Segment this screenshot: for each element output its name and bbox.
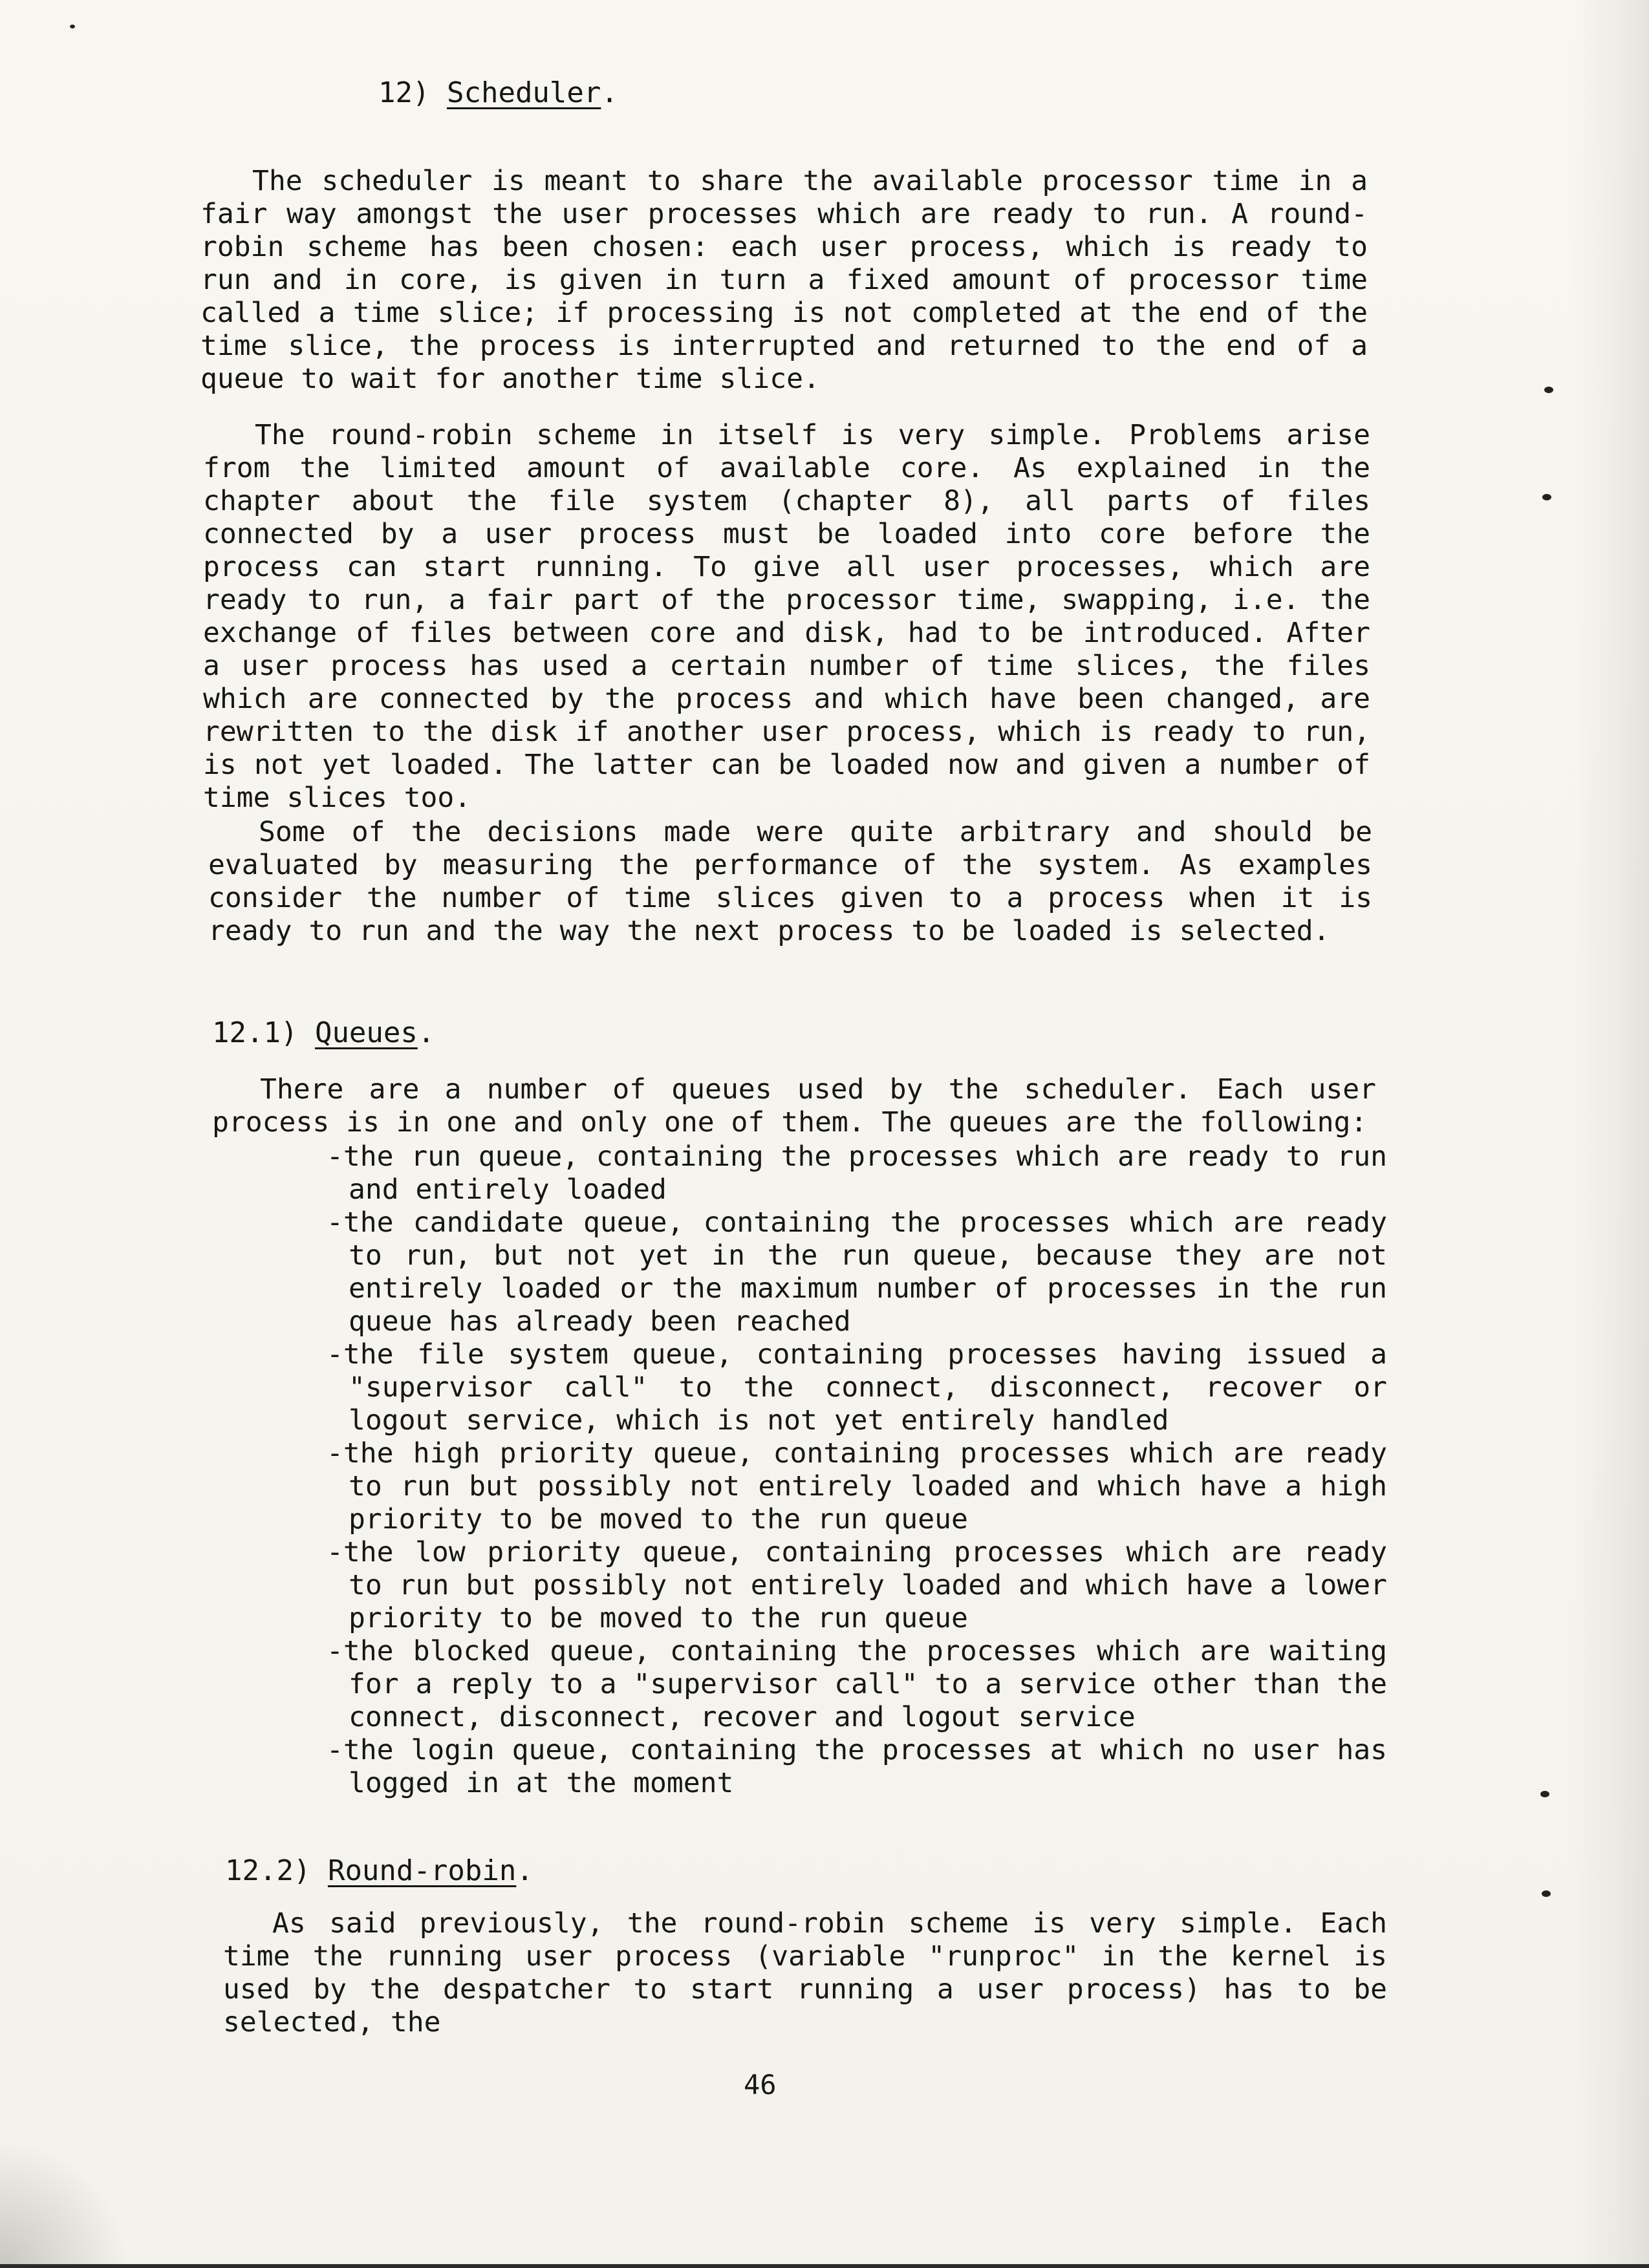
scan-speck [1544, 387, 1553, 393]
list-item: -the high priority queue, containing processes which are ready to run but possibly not entirely loaded and which have a high priority to be moved to the run queue [327, 1437, 1387, 1535]
section-heading-round-robin: 12.2) Round-robin. [225, 1854, 534, 1887]
paragraph-round-robin-selection: As said previously, the round-robin scheme is very simple. Each time the running user process (variable "runproc" in the kernel is used by the despatcher to start running a user process) has to be selected, the [223, 1907, 1387, 2038]
list-item: -the low priority queue, containing processes which are ready to run but possibly not entirely loaded and which have a lower priority to be moved to the run queue [327, 1536, 1387, 1634]
page-corner-shadow [0, 2139, 129, 2268]
list-item: -the run queue, containing the processes which are ready to run and entirely loaded [327, 1140, 1387, 1206]
page-edge-shadow [1571, 0, 1649, 2268]
section-number: 12) [378, 76, 430, 109]
scan-speck [1542, 494, 1551, 500]
page-bottom-border [0, 2264, 1649, 2268]
section-heading-scheduler: 12) Scheduler. [378, 76, 618, 109]
queue-list [327, 1140, 1387, 1800]
list-item: -the blocked queue, containing the processes which are waiting for a reply to a "supervisor call" to a service other than the connect, disconnect, recover and logout service [327, 1635, 1387, 1733]
paragraph-scheduler-intro: The scheduler is meant to share the available processor time in a fair way amongst the user processes which are ready to run. A round-robin scheme has been chosen: each user process, which is ready to run and in core, is given in turn a fixed amount of processor time called a time slice; if processing is not completed at the end of the time slice, the process is interrupted and returned to the end of a queue to wait for another time slice. [200, 165, 1368, 395]
paragraph-round-robin-core: The round-robin scheme in itself is very simple. Problems arise from the limited amount of available core. As explained in the chapter about the file system (chapter 8), all parts of files connected by a user process must be loaded into core before the process can start running. To give all user processes, which are ready to run, a fair part of the processor time, swapping, i.e. the exchange of files between core and disk, had to be introduced. After a user process has used a certain number of time slices, the files which are connected by the process and which have been changed, are rewritten to the disk if another user process, which is ready to run, is not yet loaded. The latter can be loaded now and given a number of time slices too. [203, 419, 1370, 814]
scan-speck [1542, 1890, 1551, 1897]
section-number: 12.1) [212, 1016, 298, 1049]
section-title: Queues [314, 1016, 418, 1049]
page-number: 46 [744, 2069, 777, 2101]
section-title: Scheduler [446, 76, 601, 109]
paragraph-queues-intro: There are a number of queues used by the scheduler. Each user process is in one and only one of them. The queues are the following: [212, 1073, 1376, 1139]
list-item: -the candidate queue, containing the processes which are ready to run, but not yet in the run queue, because they are not entirely loaded or the maximum number of processes in the run queue has already been reached [327, 1206, 1387, 1338]
section-title: Round-robin [327, 1854, 517, 1887]
scan-speck [70, 25, 75, 28]
scan-speck [1540, 1791, 1549, 1797]
section-heading-queues: 12.1) Queues. [212, 1016, 435, 1049]
list-item: -the login queue, containing the processes at which no user has logged in at the moment [327, 1734, 1387, 1799]
section-number: 12.2) [225, 1854, 311, 1887]
list-item: -the file system queue, containing processes having issued a "supervisor call" to the connect, disconnect, recover or logout service, which is not yet entirely handled [327, 1338, 1387, 1437]
paragraph-arbitrary-decisions: Some of the decisions made were quite arbitrary and should be evaluated by measuring the performance of the system. As examples consider the number of time slices given to a process when it is ready to run and the way the next process to be loaded is selected. [208, 816, 1372, 947]
